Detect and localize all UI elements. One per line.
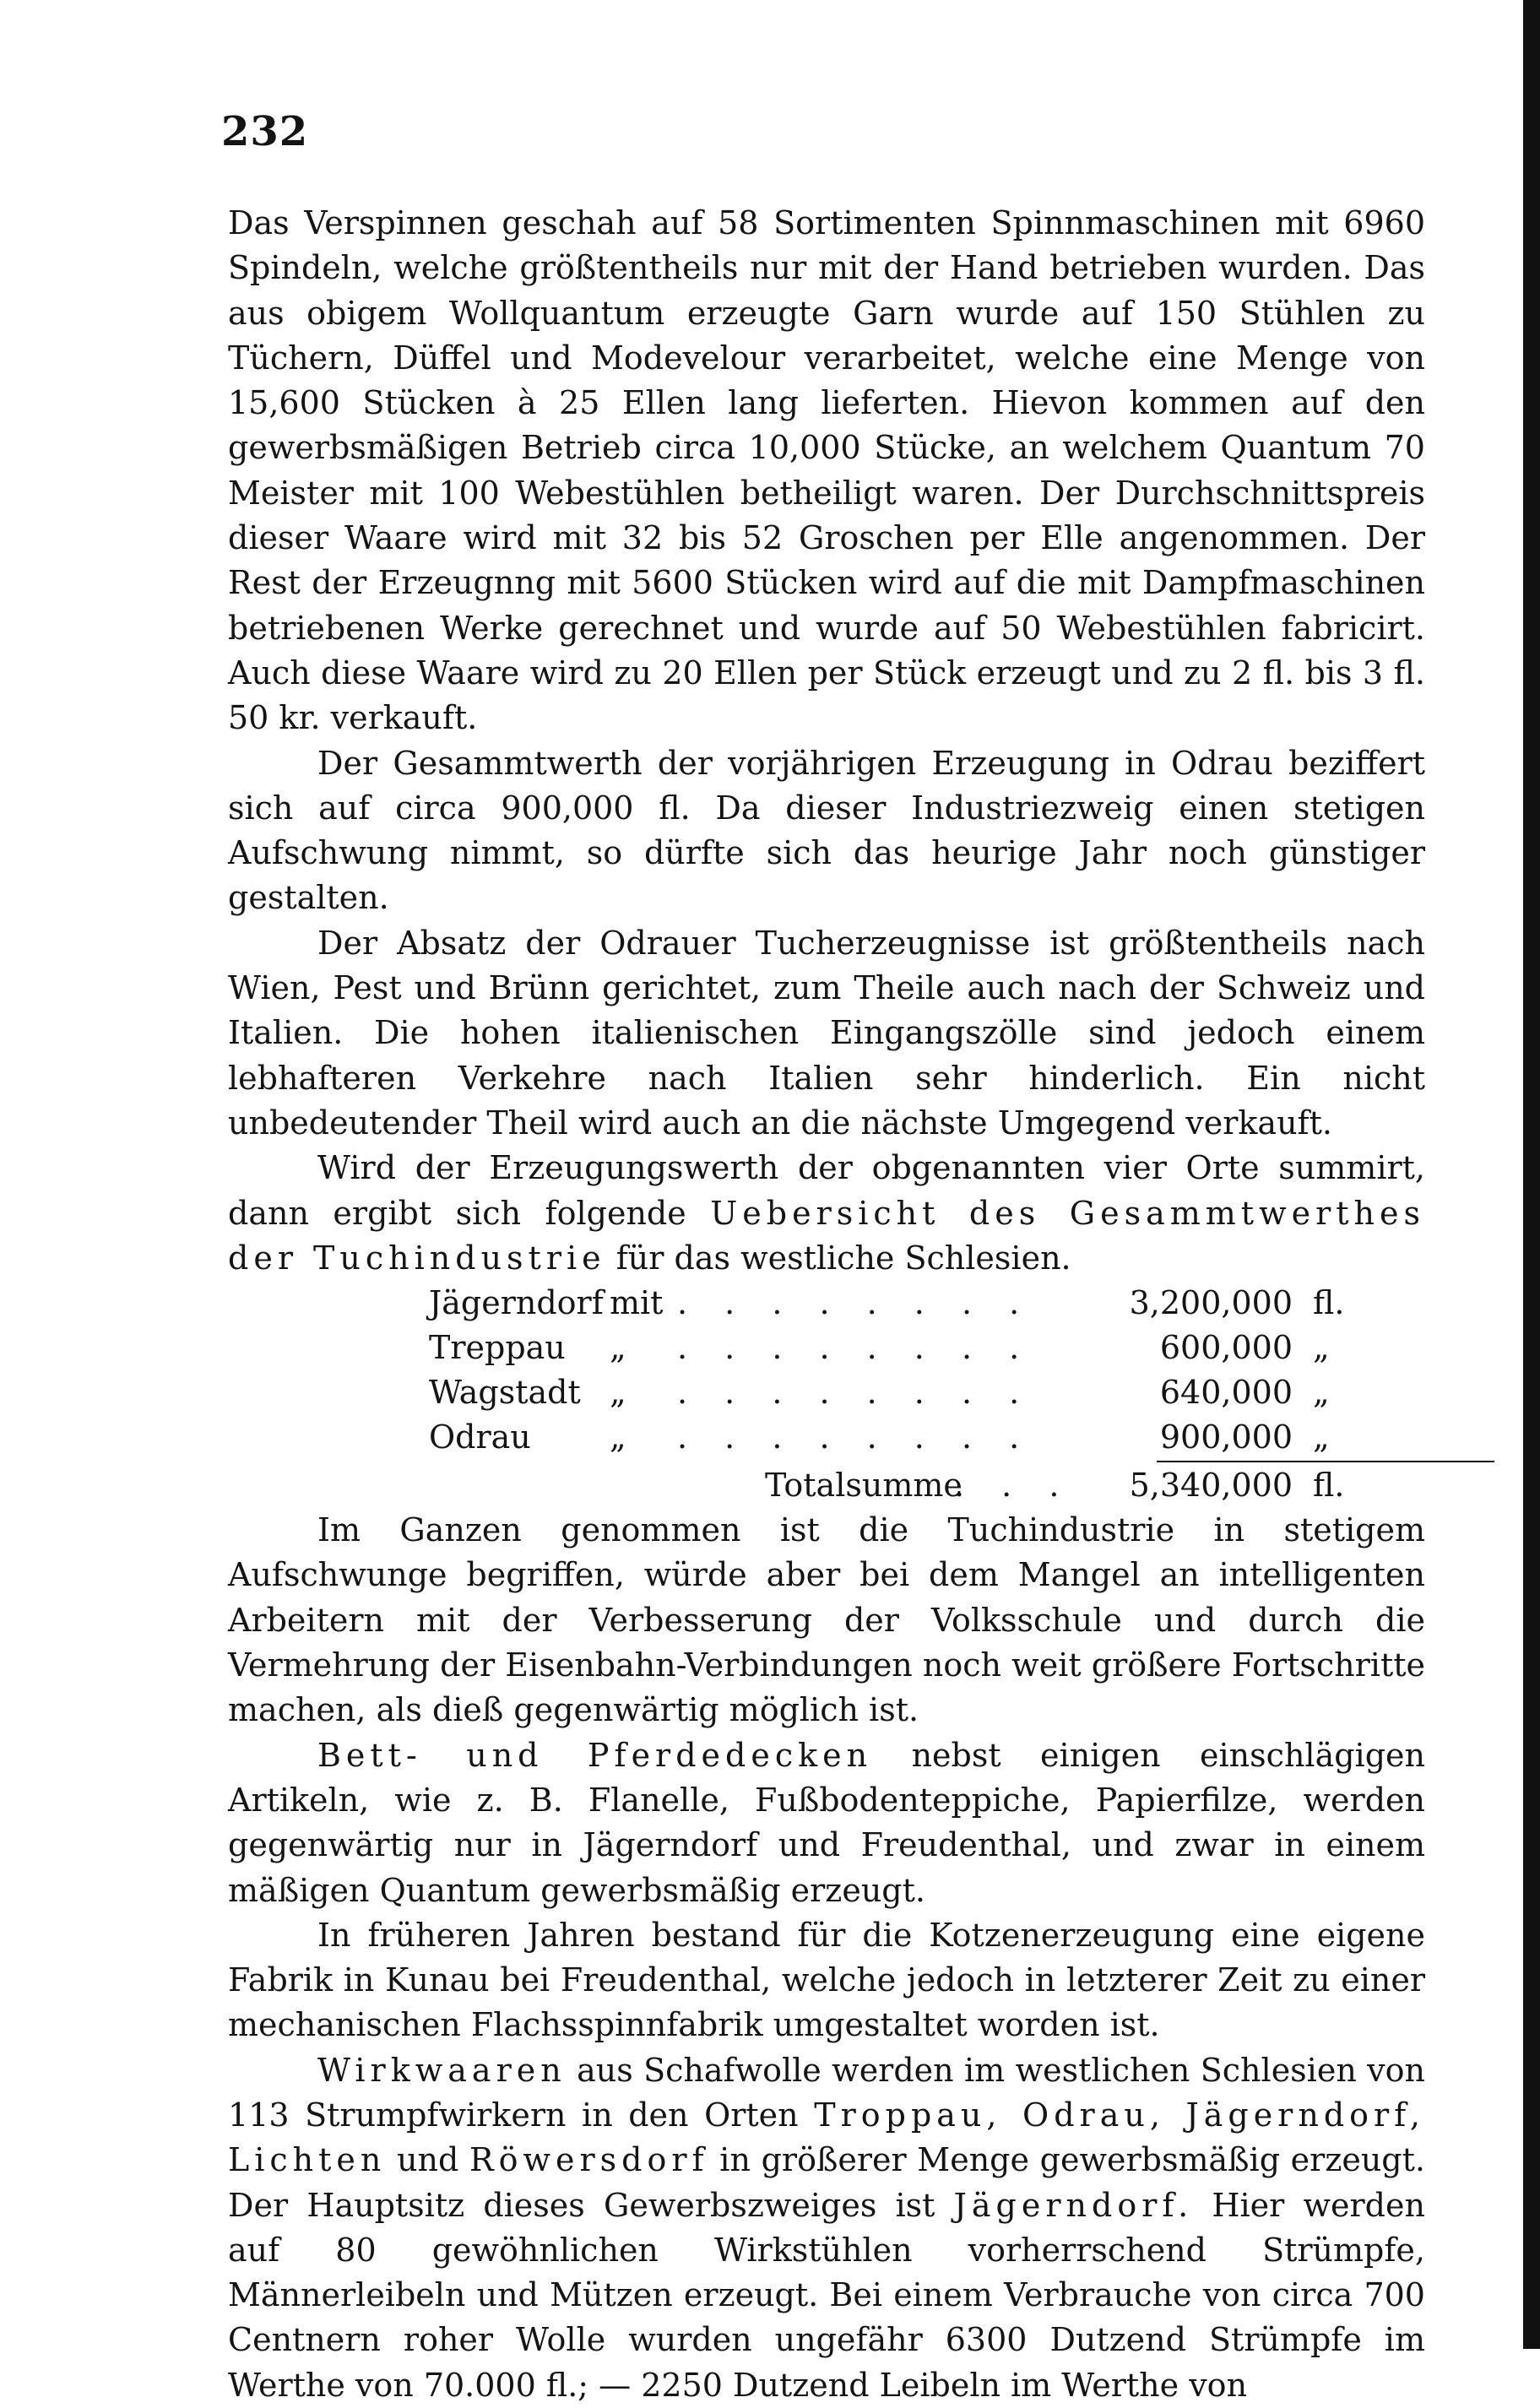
knitwear-text-2: in größerer Menge gewerbsmäßig erzeugt. Der Hauptsitz dieses Gewerbszweiges ist — [228, 2141, 1425, 2224]
row-amount: 3,200,000 — [1129, 1284, 1293, 1322]
blankets-heading: Bett- und Pferdedecken — [317, 1736, 873, 1774]
row-conj: „ — [610, 1418, 626, 1456]
page-number: 232 — [221, 108, 309, 155]
row-unit: „ — [1313, 1329, 1330, 1367]
paragraph-blankets — [228, 1733, 1425, 1913]
row-place: Jägerndorf — [429, 1284, 604, 1322]
paragraph-knitwear — [228, 2048, 1425, 2408]
summary-intro-before: Wird der Erzeugungswerth der obgenannten vier Orte summirt, dann ergibt sich folgende — [228, 1149, 1425, 1232]
total-unit: fl. — [1313, 1467, 1345, 1505]
row-place: Treppau — [429, 1329, 566, 1367]
row-amount: 900,000 — [1159, 1418, 1293, 1456]
row-place: Odrau — [429, 1418, 531, 1456]
paragraph-spinning: Das Verspinnen geschah auf 58 Sortimenten Spinnmaschinen mit 6960 Spindeln, welche größtentheils nur mit der Hand betrieben wurden. Das aus obigem Wollquantum erzeugte Garn wurde auf 150 Stühlen zu Tüchern, Düffel und Modevelour verarbeitet, welche eine Menge von 15,600 Stücken à 25 Ellen lang lieferten. Hievon kommen auf den gewerbsmäßigen Betrieb circa 10,000 Stücke, an welchem Quantum 70 Meister mit 100 Webestühlen betheiligt waren. Der Durchschnittspreis dieser Waare wird mit 32 bis 52 Groschen per Elle angenommen. Der Rest der Erzeugnng mit 5600 Stücken wird auf die mit Dampfmaschinen betriebenen Werke gerechnet und wurde auf 50 Webestühlen fabricirt. Auch diese Waare wird zu 20 Ellen per Stück erzeugt und zu 2 fl. bis 3 fl. 50 kr. verkauft. — [228, 204, 1425, 737]
row-leader-dots: . . . . . . . . — [677, 1374, 1033, 1412]
row-unit: „ — [1313, 1418, 1330, 1456]
row-leader-dots: . . . . . . . . — [677, 1284, 1033, 1322]
summary-total-rule — [1157, 1461, 1494, 1462]
paragraph-total-value-odrau: Der Gesammtwerth der vorjährigen Erzeugung in Odrau beziffert sich auf circa 900,000 fl. Da dieser Industriezweig einen stetigen Aufschwung nimmt, so dürfte sich das heurige Jahr noch günstiger gestalten. — [228, 744, 1425, 917]
paragraph-kotzen: In früheren Jahren bestand für die Kotzenerzeugung eine eigene Fabrik in Kunau bei Freudenthal, welche jedoch in letzterer Zeit zu einer mechanischen Flachsspinnfabrik umgestaltet worden ist. — [228, 1916, 1425, 2044]
row-conj: „ — [610, 1329, 626, 1367]
summary-intro-title: Uebersicht des Gesammtwerthes der Tuchindustrie — [228, 1194, 1425, 1277]
row-place: Wagstadt — [429, 1374, 581, 1412]
total-leader-dots: . . . — [954, 1467, 1073, 1505]
total-amount: 5,340,000 — [1129, 1467, 1293, 1505]
row-conj: mit — [610, 1284, 664, 1322]
row-amount: 600,000 — [1159, 1329, 1293, 1367]
knitwear-text-3: Hier werden auf 80 gewöhnlichen Wirkstühlen vorherrschend Strümpfe, Männerleibeln und Mützen erzeugt. Bei einem Verbrauche von circa 700 Centnern roher Wolle wurden ungefähr 6300 Dutzend Strümpfe im Werthe von 70.000 fl.; — 2250 Dutzend Leibeln im Werthe von — [228, 2186, 1425, 2404]
summary-row — [228, 1415, 1425, 1460]
summary-intro-after: für das westliche Schlesien. — [615, 1239, 1071, 1277]
knitwear-heading: Wirkwaaren — [317, 2051, 567, 2089]
paragraph-outlook: Im Ganzen genommen ist die Tuchindustrie in stetigem Aufschwunge begriffen, würde aber bei dem Mangel an intelligenten Arbeitern mit der Verbesserung der Volksschule und durch die Vermehrung der Eisenbahn-Verbindungen noch weit größere Fortschritte machen, als dieß gegenwärtig möglich ist. — [228, 1511, 1425, 1729]
row-unit: „ — [1313, 1374, 1330, 1412]
summary-total-row — [228, 1463, 1425, 1508]
paragraph-summary-intro — [228, 1146, 1425, 1281]
row-conj: „ — [610, 1374, 626, 1412]
document-body — [228, 201, 1425, 2408]
row-amount: 640,000 — [1159, 1374, 1293, 1412]
knitwear-places: Troppau, Odrau, Jägerndorf, Lichten — [228, 2096, 1425, 2179]
row-leader-dots: . . . . . . . . — [677, 1418, 1033, 1456]
knitwear-hq: Jägerndorf. — [953, 2186, 1194, 2224]
row-unit: fl. — [1313, 1284, 1345, 1322]
knitwear-and: und — [397, 2141, 459, 2179]
summary-row — [228, 1370, 1425, 1415]
total-label: Totalsumme — [765, 1467, 962, 1505]
blankets-text: nebst einigen einschlägigen Artikeln, wie z. B. Flanelle, Fußbodenteppiche, Papierfilze, werden gegenwärtig nur in Jägerndorf und Freudenthal, und zwar in einem mäßigen Quantum gewerbsmäßig erzeugt. — [228, 1736, 1425, 1909]
summary-row — [228, 1281, 1425, 1326]
summary-row — [228, 1326, 1425, 1370]
summary-total-wrap — [228, 1463, 1425, 1508]
paragraph-sales: Der Absatz der Odrauer Tucherzeugnisse ist größtentheils nach Wien, Pest und Brünn gerichtet, zum Theile auch nach der Schweiz und Italien. Die hohen italienischen Eingangszölle sind jedoch einem lebhafteren Verkehre nach Italien sehr hinderlich. Ein nicht unbedeutender Theil wird auch an die nächste Umgegend verkauft. — [228, 924, 1425, 1142]
row-leader-dots: . . . . . . . . — [677, 1329, 1033, 1367]
page-edge-border — [1523, 0, 1540, 2349]
knitwear-place-last: Röwersdorf — [469, 2141, 709, 2179]
knitwear-text-1: aus Schafwolle werden im westlichen Schlesien von 113 Strumpfwirkern in den Orten — [228, 2051, 1425, 2134]
summary-table — [228, 1281, 1425, 1463]
